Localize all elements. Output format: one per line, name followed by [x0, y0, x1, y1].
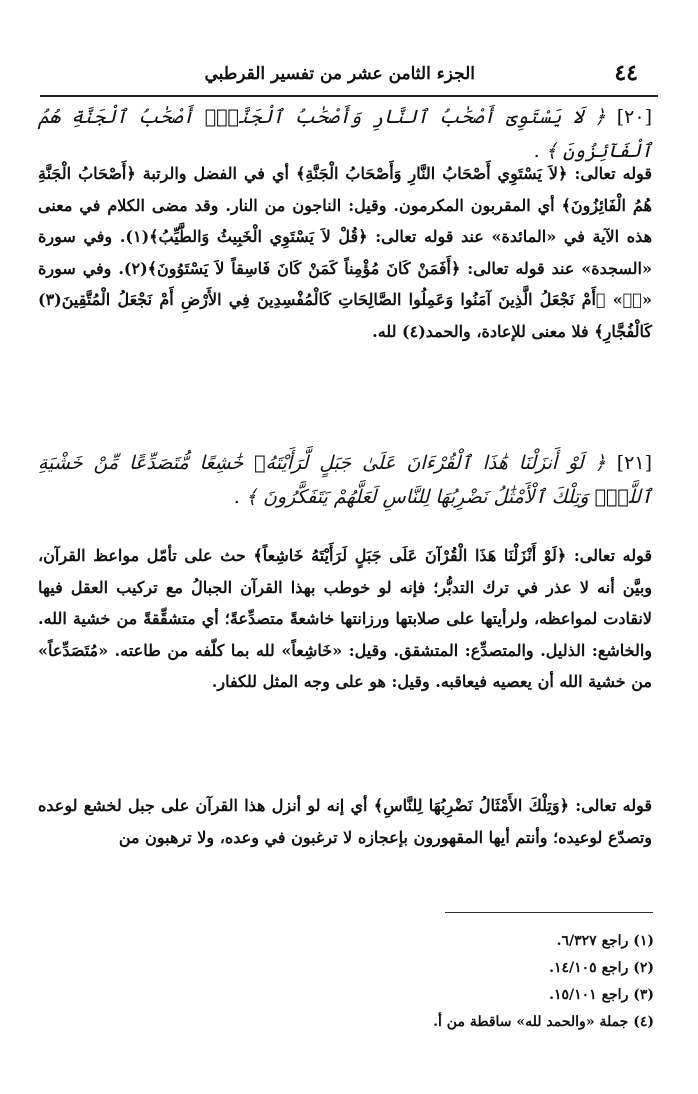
commentary-paragraph: قوله تعالى: ﴿وَتِلْكَ الأَمْثَالُ نَضْرِبُهَا لِلنَّاسِ﴾ أي إنه لو أنزل هذا القرآن على جبل لخشع لوعده وتصدّع لوعيده؛ وأنتم أيها المقهورون بإعجازه لا ترغبون في وعده، ولا ترهبون من — [38, 796, 652, 847]
running-title: الجزء الثامن عشر من تفسير القرطبي — [204, 64, 475, 84]
footnote: (١) راجع ٦/٣٢٧. — [556, 933, 654, 949]
verse-number: [٢١] — [616, 452, 653, 474]
commentary-paragraph: قوله تعالى: ﴿لَوْ أَنْزَلْنَا هَذَا الْقُرْآنَ عَلَى جَبَلٍ لَرَأَيْتَهُ خَاشِعاً﴾ حث على تأمّل مواعظ القرآن، وبيَّن أنه لا عذر في ترك التدبُّر؛ فإنه لو خوطب بهذا القرآن الجبالُ مع تركيب العقل فيها لانقادت لمواعظه، ولرأيتها على صلابتها ورزانتها خاشعةً متصدِّعةً؛ أي متشقِّقةً من خشية الله. والخاشع: الذليل. والمتصدِّع: المتشقق. وقيل: «خَاشِعاً» لله بما كلّفه من طاعته. «مُتَصَدِّعاً» من خشية الله أن يعصيه فيعاقبه. وقيل: هو على وجه المثل للكفار. — [38, 546, 652, 691]
verse-number: [٢٠] — [616, 106, 652, 128]
verse-text: ﴿ لَا يَسْتَوِىٓ أَصْحَٰبُ ٱلنَّارِ وَأَصْحَٰبُ ٱلْجَنَّةِۚ أَصْحَٰبُ ٱلْجَنَّةِ هُمُ ٱلْفَآئِزُونَ ﴾ . — [38, 106, 652, 162]
footnotes — [160, 928, 654, 1036]
page-header — [40, 60, 650, 94]
footnote: (٤) جملة «والحمد لله» ساقطة من أ. — [433, 1014, 654, 1030]
header-rule — [40, 95, 658, 97]
commentary-paragraph: قوله تعالى: ﴿لاَ يَسْتَوِي أَصْحَابُ النَّارِ وَأَصْحَابُ الْجَنَّةِ﴾ أي في الفضل والرتبة ﴿أَصْحَابُ الْجَنَّةِ هُمُ الْفَائِزُونَ﴾ أي المقربون المكرمون. وقيل: الناجون من النار. وقد مضى الكلام في معنى هذه الآية في «المائدة» عند قوله تعالى: ﴿قُلْ لاَ يَسْتَوِي الْخَبِيثُ وَالطَّيِّبُ﴾(١). وفي سورة «السجدة» عند قوله تعالى: ﴿أَفَمَنْ كَانَ مُؤْمِناً كَمَنْ كَانَ فَاسِقاً لاَ يَسْتَوُونَ﴾(٢). وفي سورة «صۤ» ﴿أَمْ نَجْعَلُ الَّذِينَ آمَنُوا وَعَمِلُوا الصَّالِحَاتِ كَالْمُفْسِدِينَ فِي الأَرْضِ أَمْ نَجْعَلُ الْمُتَّقِينَ(٣) كَالْفُجَّارِ﴾ فلا معنى للإعادة، والحمد(٤) لله. — [38, 164, 653, 341]
verse-text: ﴿ لَوْ أَنزَلْنَا هَٰذَا ٱلْقُرْءَانَ عَلَىٰ جَبَلٍ لَّرَأَيْتَهُۥ خَٰشِعًا مُّتَصَدِّعًا مِّنْ خَشْيَةِ ٱللَّهِۚ وَتِلْكَ ٱلْأَمْثَٰلُ نَضْرِبُهَا لِلنَّاسِ لَعَلَّهُمْ يَتَفَكَّرُونَ ﴾ . — [38, 452, 652, 508]
footnote: (٣) راجع ١٥/١٠١. — [549, 987, 654, 1003]
page-number: ٤٤ — [614, 60, 638, 86]
footnote: (٢) راجع ١٤/١٠٥. — [549, 960, 654, 976]
footnote-rule — [445, 912, 653, 913]
verse-21 — [38, 446, 652, 514]
